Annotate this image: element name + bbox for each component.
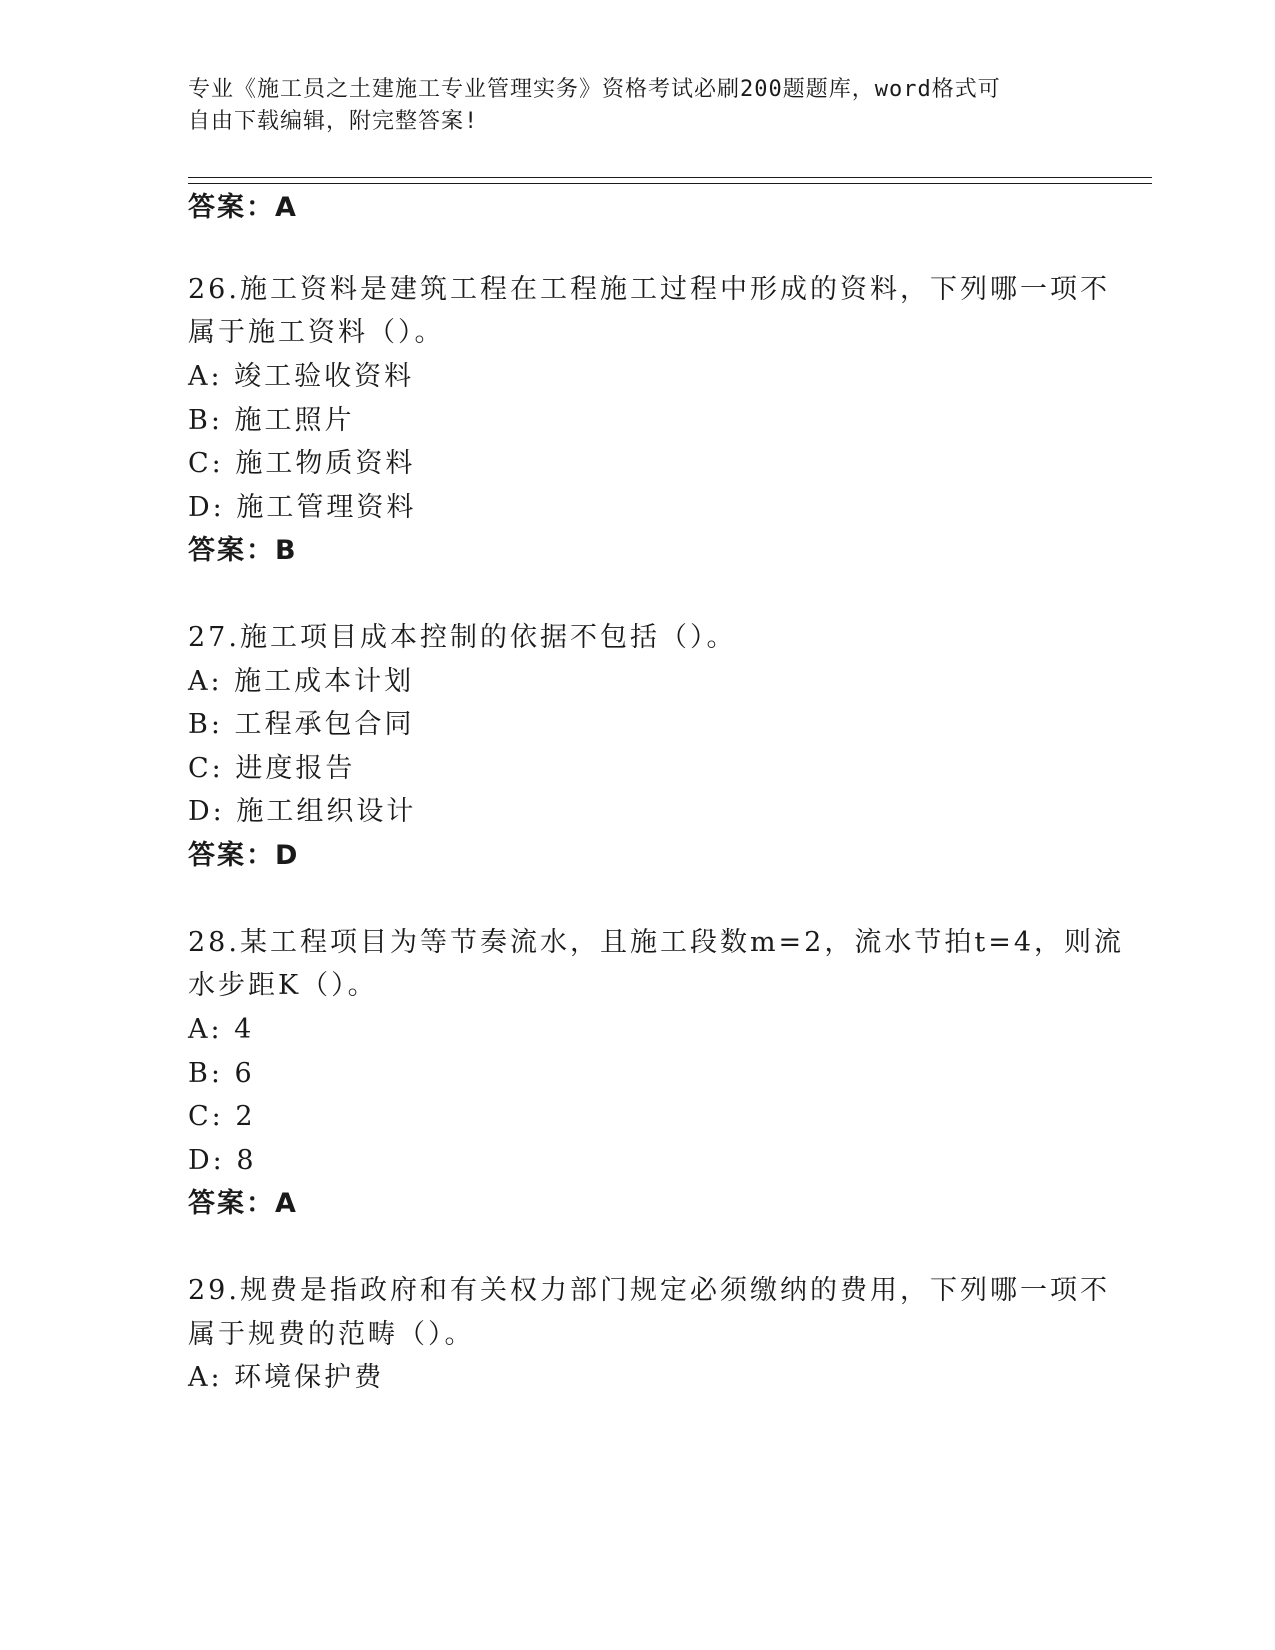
question-26-option-a: A: 竣工验收资料 xyxy=(188,361,415,392)
question-26-option-b: B: 施工照片 xyxy=(188,405,355,436)
question-28-answer: 答案：A xyxy=(188,1188,298,1219)
question-28-text: 28.某工程项目为等节奏流水，且施工段数m=2，流水节拍t=4，则流 xyxy=(188,927,1124,958)
question-29-text: 29.规费是指政府和有关权力部门规定必须缴纳的费用，下列哪一项不 xyxy=(188,1275,1110,1306)
question-28-text-continued: 水步距K（）。 xyxy=(188,970,378,1001)
question-27-answer: 答案：D xyxy=(188,840,300,871)
question-26-answer: 答案：B xyxy=(188,535,298,566)
document-header xyxy=(188,74,1088,138)
question-26-option-d: D: 施工管理资料 xyxy=(188,492,417,523)
question-28-option-a: A: 4 xyxy=(188,1014,255,1045)
question-28-option-c: C: 2 xyxy=(188,1101,256,1132)
question-28-option-b: B: 6 xyxy=(188,1058,255,1089)
header-divider-top xyxy=(188,177,1152,178)
question-27-option-b: B: 工程承包合同 xyxy=(188,709,415,740)
question-29-text-continued: 属于规费的范畴（）。 xyxy=(188,1319,475,1350)
question-26-option-c: C: 施工物质资料 xyxy=(188,448,416,479)
question-27-option-d: D: 施工组织设计 xyxy=(188,796,417,827)
question-28-option-d: D: 8 xyxy=(188,1145,257,1176)
answer-label: 答案：A xyxy=(188,192,298,223)
question-27-text: 27.施工项目成本控制的依据不包括（）。 xyxy=(188,622,737,653)
question-27-option-c: C: 进度报告 xyxy=(188,753,356,784)
header-divider-bottom xyxy=(188,183,1152,184)
question-27-option-a: A: 施工成本计划 xyxy=(188,666,415,697)
question-29-option-a: A: 环境保护费 xyxy=(188,1362,385,1393)
header-line-1: 专业《施工员之土建施工专业管理实务》资格考试必刷200题题库，word格式可 xyxy=(188,77,1001,102)
header-line-2: 自由下载编辑，附完整答案! xyxy=(188,109,479,134)
question-26-text-continued: 属于施工资料（）。 xyxy=(188,317,445,348)
question-26-text: 26.施工资料是建筑工程在工程施工过程中形成的资料，下列哪一项不 xyxy=(188,274,1110,305)
